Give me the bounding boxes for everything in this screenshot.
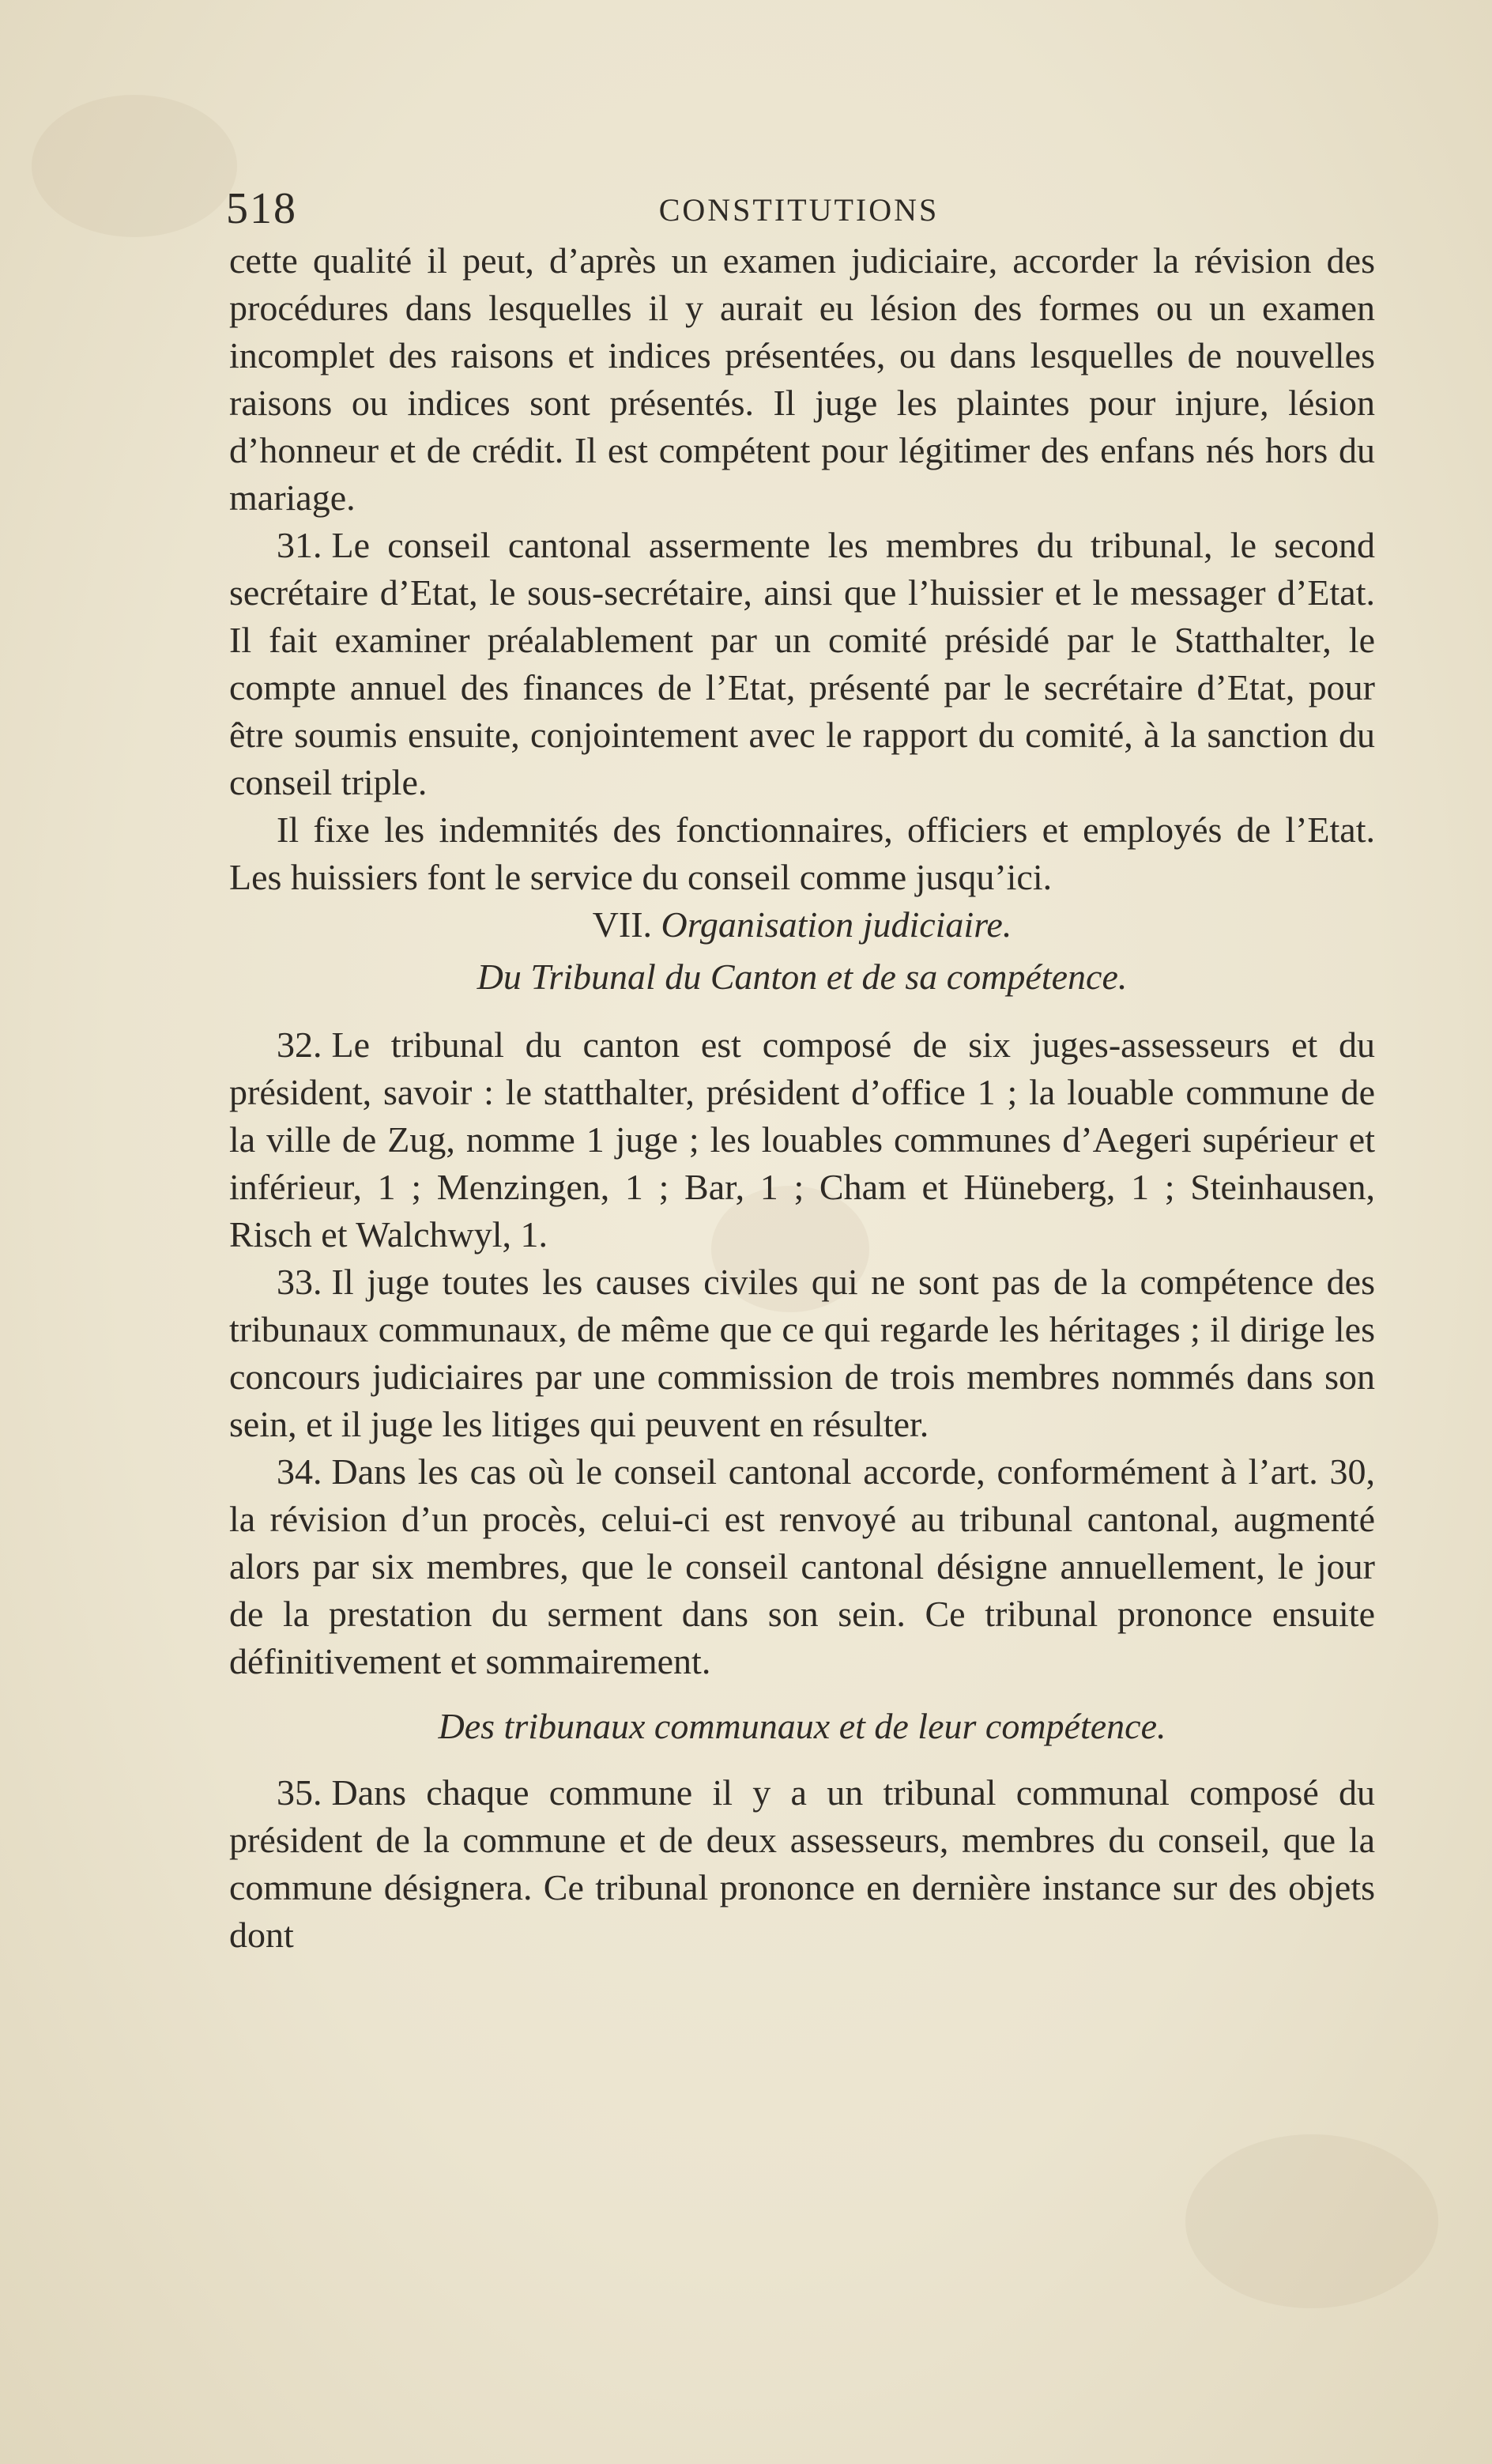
page-number: 518 bbox=[226, 184, 297, 233]
article-number: 31. bbox=[277, 525, 322, 565]
article-number: 34. bbox=[277, 1451, 322, 1492]
article-text: Le tribunal du canton est composé de six juges-assesseurs et du président, savoir : le statthalter, président d’office 1 ; la louable commune de la ville de Zug, nomme 1 juge ; les louables communes d’Aegeri supérieur et inférieur, 1 ; Menzingen, 1 ; Bar, 1 ; Cham et Hüneberg, 1 ; Steinhausen, Risch et Walchwyl, 1. bbox=[229, 1024, 1375, 1255]
article-text: Dans les cas où le conseil cantonal accorde, conformément à l’art. 30, la révision d’un procès, celui-ci est renvoyé au tribunal cantonal, augmenté alors par six membres, que le conseil cantonal désigne annuellement, le jour de la prestation du serment dans son sein. Ce tribunal prononce ensuite définitivement et sommairement. bbox=[229, 1451, 1375, 1681]
article-33 bbox=[229, 1258, 1375, 1448]
article-32 bbox=[229, 1021, 1375, 1258]
running-title: CONSTITUTIONS bbox=[658, 192, 940, 228]
subsection-heading: Des tribunaux communaux et de leur compétence. bbox=[438, 1706, 1166, 1746]
article-number: 32. bbox=[277, 1024, 322, 1065]
section-title: Organisation judiciaire. bbox=[661, 904, 1012, 945]
body-text bbox=[229, 237, 1375, 1959]
article-31-continued: Il fixe les indemnités des fonctionnaires, officiers et employés de l’Etat. Les huissiers font le service du conseil comme jusqu’ici. bbox=[229, 809, 1375, 897]
article-text: Il juge toutes les causes civiles qui ne sont pas de la compétence des tribunaux communaux, de même que ce qui regarde les héritages ; il dirige les concours judiciaires par une commission de trois membres nommés dans son sein, et il juge les litiges qui peuvent en résulter. bbox=[229, 1262, 1375, 1444]
subsection-heading: Du Tribunal du Canton et de sa compétence. bbox=[477, 957, 1128, 997]
section-heading bbox=[229, 901, 1375, 949]
paper-stain bbox=[1185, 2134, 1438, 2308]
article-number: 33. bbox=[277, 1262, 322, 1302]
article-31 bbox=[229, 522, 1375, 806]
article-text: Dans chaque commune il y a un tribunal communal composé du président de la commune et de deux assesseurs, membres du conseil, que la commune désignera. Ce tribunal prononce en dernière instance sur des objets dont bbox=[229, 1772, 1375, 1955]
paragraph-continuation: cette qualité il peut, d’après un examen judiciaire, accorder la révision des procédures dans lesquelles il y aurait eu lésion des formes ou un examen incomplet des raisons et indices présentées, ou dans lesquelles de nouvelles raisons ou indices sont présentés. Il juge les plaintes pour injure, lésion d’honneur et de crédit. Il est compétent pour légitimer des enfans nés hors du mariage. bbox=[229, 240, 1375, 518]
article-number: 35. bbox=[277, 1772, 322, 1813]
paper-stain bbox=[32, 95, 237, 237]
article-35 bbox=[229, 1769, 1375, 1959]
article-text: Le conseil cantonal assermente les membres du tribunal, le second secrétaire d’Etat, le sous-secrétaire, ainsi que l’huissier et le messager d’Etat. Il fait examiner préalablement par un comité présidé par le Statthalter, le compte annuel des finances de l’Etat, présenté par le secrétaire d’Etat, pour être soumis ensuite, conjointement avec le rapport du comité, à la sanction du conseil triple. bbox=[229, 525, 1375, 802]
article-34 bbox=[229, 1448, 1375, 1685]
section-number: VII. bbox=[592, 904, 653, 945]
